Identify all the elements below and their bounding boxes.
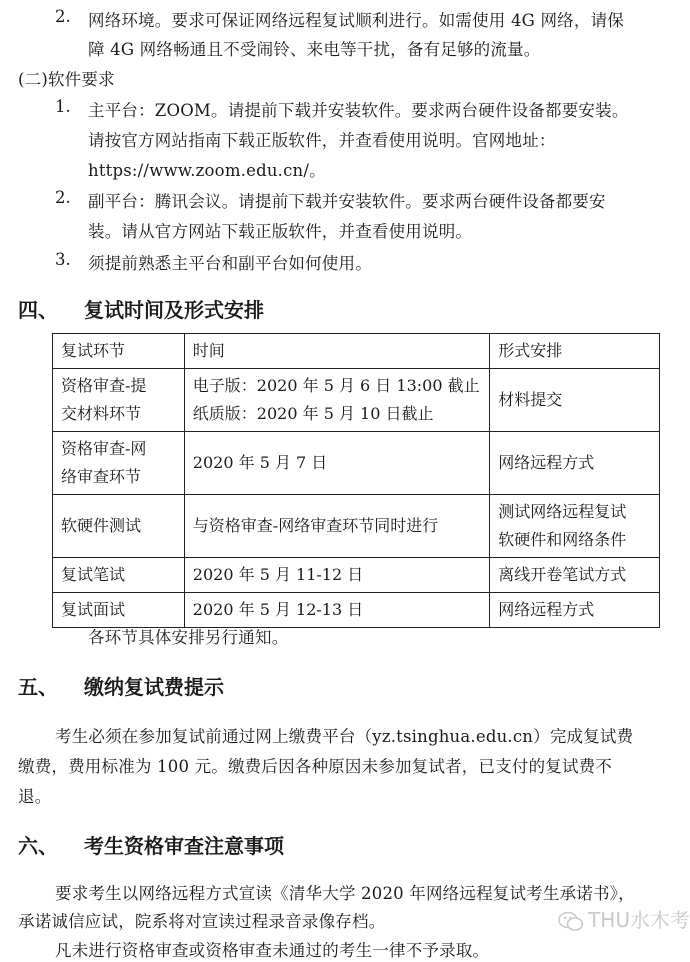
software-item-2-line-1: 副平台：腾讯会议。请提前下载并安装软件。要求两台硬件设备都要安 [88, 192, 606, 211]
watermark-text: THU水木考 [588, 908, 690, 932]
list-number: 3. [55, 250, 71, 269]
software-item-1-line-1: 主平台：ZOOM。请提前下载并安装软件。要求两台硬件设备都要安装。 [88, 101, 629, 120]
table-row [53, 593, 660, 628]
fee-line-1: 考生必须在参加复试前通过网上缴费平台（yz.tsinghua.edu.cn）完成复试费 [55, 727, 634, 746]
header-form: 形式安排 [490, 334, 660, 369]
cell-stage [53, 495, 185, 558]
cell-stage [53, 593, 185, 628]
cell-form [490, 369, 660, 432]
cell-line: 与资格审查-网络审查环节同时进行 [192, 516, 439, 535]
section-4-number: 四、 [18, 298, 58, 322]
cell-line: 络审查环节 [61, 467, 142, 486]
cell-line: 纸质版：2020 年 5 月 10 日截止 [192, 404, 434, 423]
review-line-3: 凡未进行资格审查或资格审查未通过的考生一律不予录取。 [55, 941, 490, 960]
cell-line: 2020 年 5 月 11-12 日 [192, 565, 364, 584]
cell-line: 资格审查-提 [61, 376, 147, 395]
fee-line-3: 退。 [18, 787, 52, 806]
cell-stage [53, 432, 185, 495]
schedule-table [52, 333, 660, 628]
software-item-2-line-2: 装。请从官方网站下载正版软件，并查看使用说明。 [88, 222, 473, 241]
cell-form [490, 593, 660, 628]
network-line-1: 网络环境。要求可保证网络远程复试顺利进行。如需使用 4G 网络，请保 [88, 11, 624, 30]
cell-form [490, 495, 660, 558]
cell-line: 复试面试 [61, 600, 126, 619]
list-number: 1. [55, 97, 71, 116]
cell-line: 电子版：2020 年 5 月 6 日 13:00 截止 [192, 376, 480, 395]
cell-line: 复试笔试 [61, 565, 126, 584]
software-heading: (二)软件要求 [18, 70, 115, 89]
section-5-title: 缴纳复试费提示 [84, 675, 224, 699]
cell-form [490, 432, 660, 495]
cell-stage [53, 369, 185, 432]
table-row [53, 369, 660, 432]
cell-line: 材料提交 [498, 390, 563, 409]
section-4-heading [18, 294, 264, 323]
header-time: 时间 [184, 334, 489, 369]
list-number: 2. [55, 188, 71, 207]
cell-line: 软硬件测试 [61, 516, 142, 535]
section-4-title: 复试时间及形式安排 [84, 298, 264, 322]
table-header-row [53, 334, 660, 369]
cell-line: 网络远程方式 [498, 453, 595, 472]
review-line-2: 承诺诚信应试，院系将对宣读过程录音录像存档。 [18, 912, 386, 931]
cell-line: 网络远程方式 [498, 600, 595, 619]
section-6-title: 考生资格审查注意事项 [84, 834, 284, 858]
table-row [53, 558, 660, 593]
cell-time [184, 369, 489, 432]
wechat-icon [558, 911, 584, 933]
section-6-heading [18, 830, 284, 859]
schedule-note: 各环节具体安排另行通知。 [88, 628, 289, 647]
cell-line: 资格审查-网 [61, 439, 147, 458]
software-item-1-line-2: 请按官方网站指南下载正版软件，并查看使用说明。官网地址： [88, 131, 556, 150]
cell-line: 交材料环节 [61, 404, 142, 423]
table-row [53, 495, 660, 558]
cell-time [184, 495, 489, 558]
software-item-3-line-1: 须提前熟悉主平台和副平台如何使用。 [88, 254, 372, 273]
cell-line: 2020 年 5 月 12-13 日 [192, 600, 364, 619]
cell-line: 测试网络远程复试 [498, 502, 627, 521]
header-stage: 复试环节 [53, 334, 185, 369]
section-5-heading [18, 671, 224, 700]
cell-time [184, 432, 489, 495]
list-number: 2. [55, 7, 71, 26]
cell-time [184, 558, 489, 593]
cell-line: 2020 年 5 月 7 日 [192, 453, 328, 472]
cell-time [184, 593, 489, 628]
cell-stage [53, 558, 185, 593]
section-5-number: 五、 [18, 675, 58, 699]
zoom-url: https://www.zoom.edu.cn/。 [88, 161, 326, 180]
fee-line-2: 缴费，费用标准为 100 元。缴费后因各种原因未参加复试者，已支付的复试费不 [18, 757, 613, 776]
network-line-2: 障 4G 网络畅通且不受闹铃、来电等干扰，备有足够的流量。 [88, 40, 541, 59]
section-6-number: 六、 [18, 834, 58, 858]
review-line-1: 要求考生以网络远程方式宣读《清华大学 2020 年网络远程复试考生承诺书》， [55, 884, 635, 903]
watermark [558, 904, 690, 933]
cell-line: 离线开卷笔试方式 [498, 565, 627, 584]
cell-form [490, 558, 660, 593]
table-row [53, 432, 660, 495]
cell-line: 软硬件和网络条件 [498, 530, 627, 549]
